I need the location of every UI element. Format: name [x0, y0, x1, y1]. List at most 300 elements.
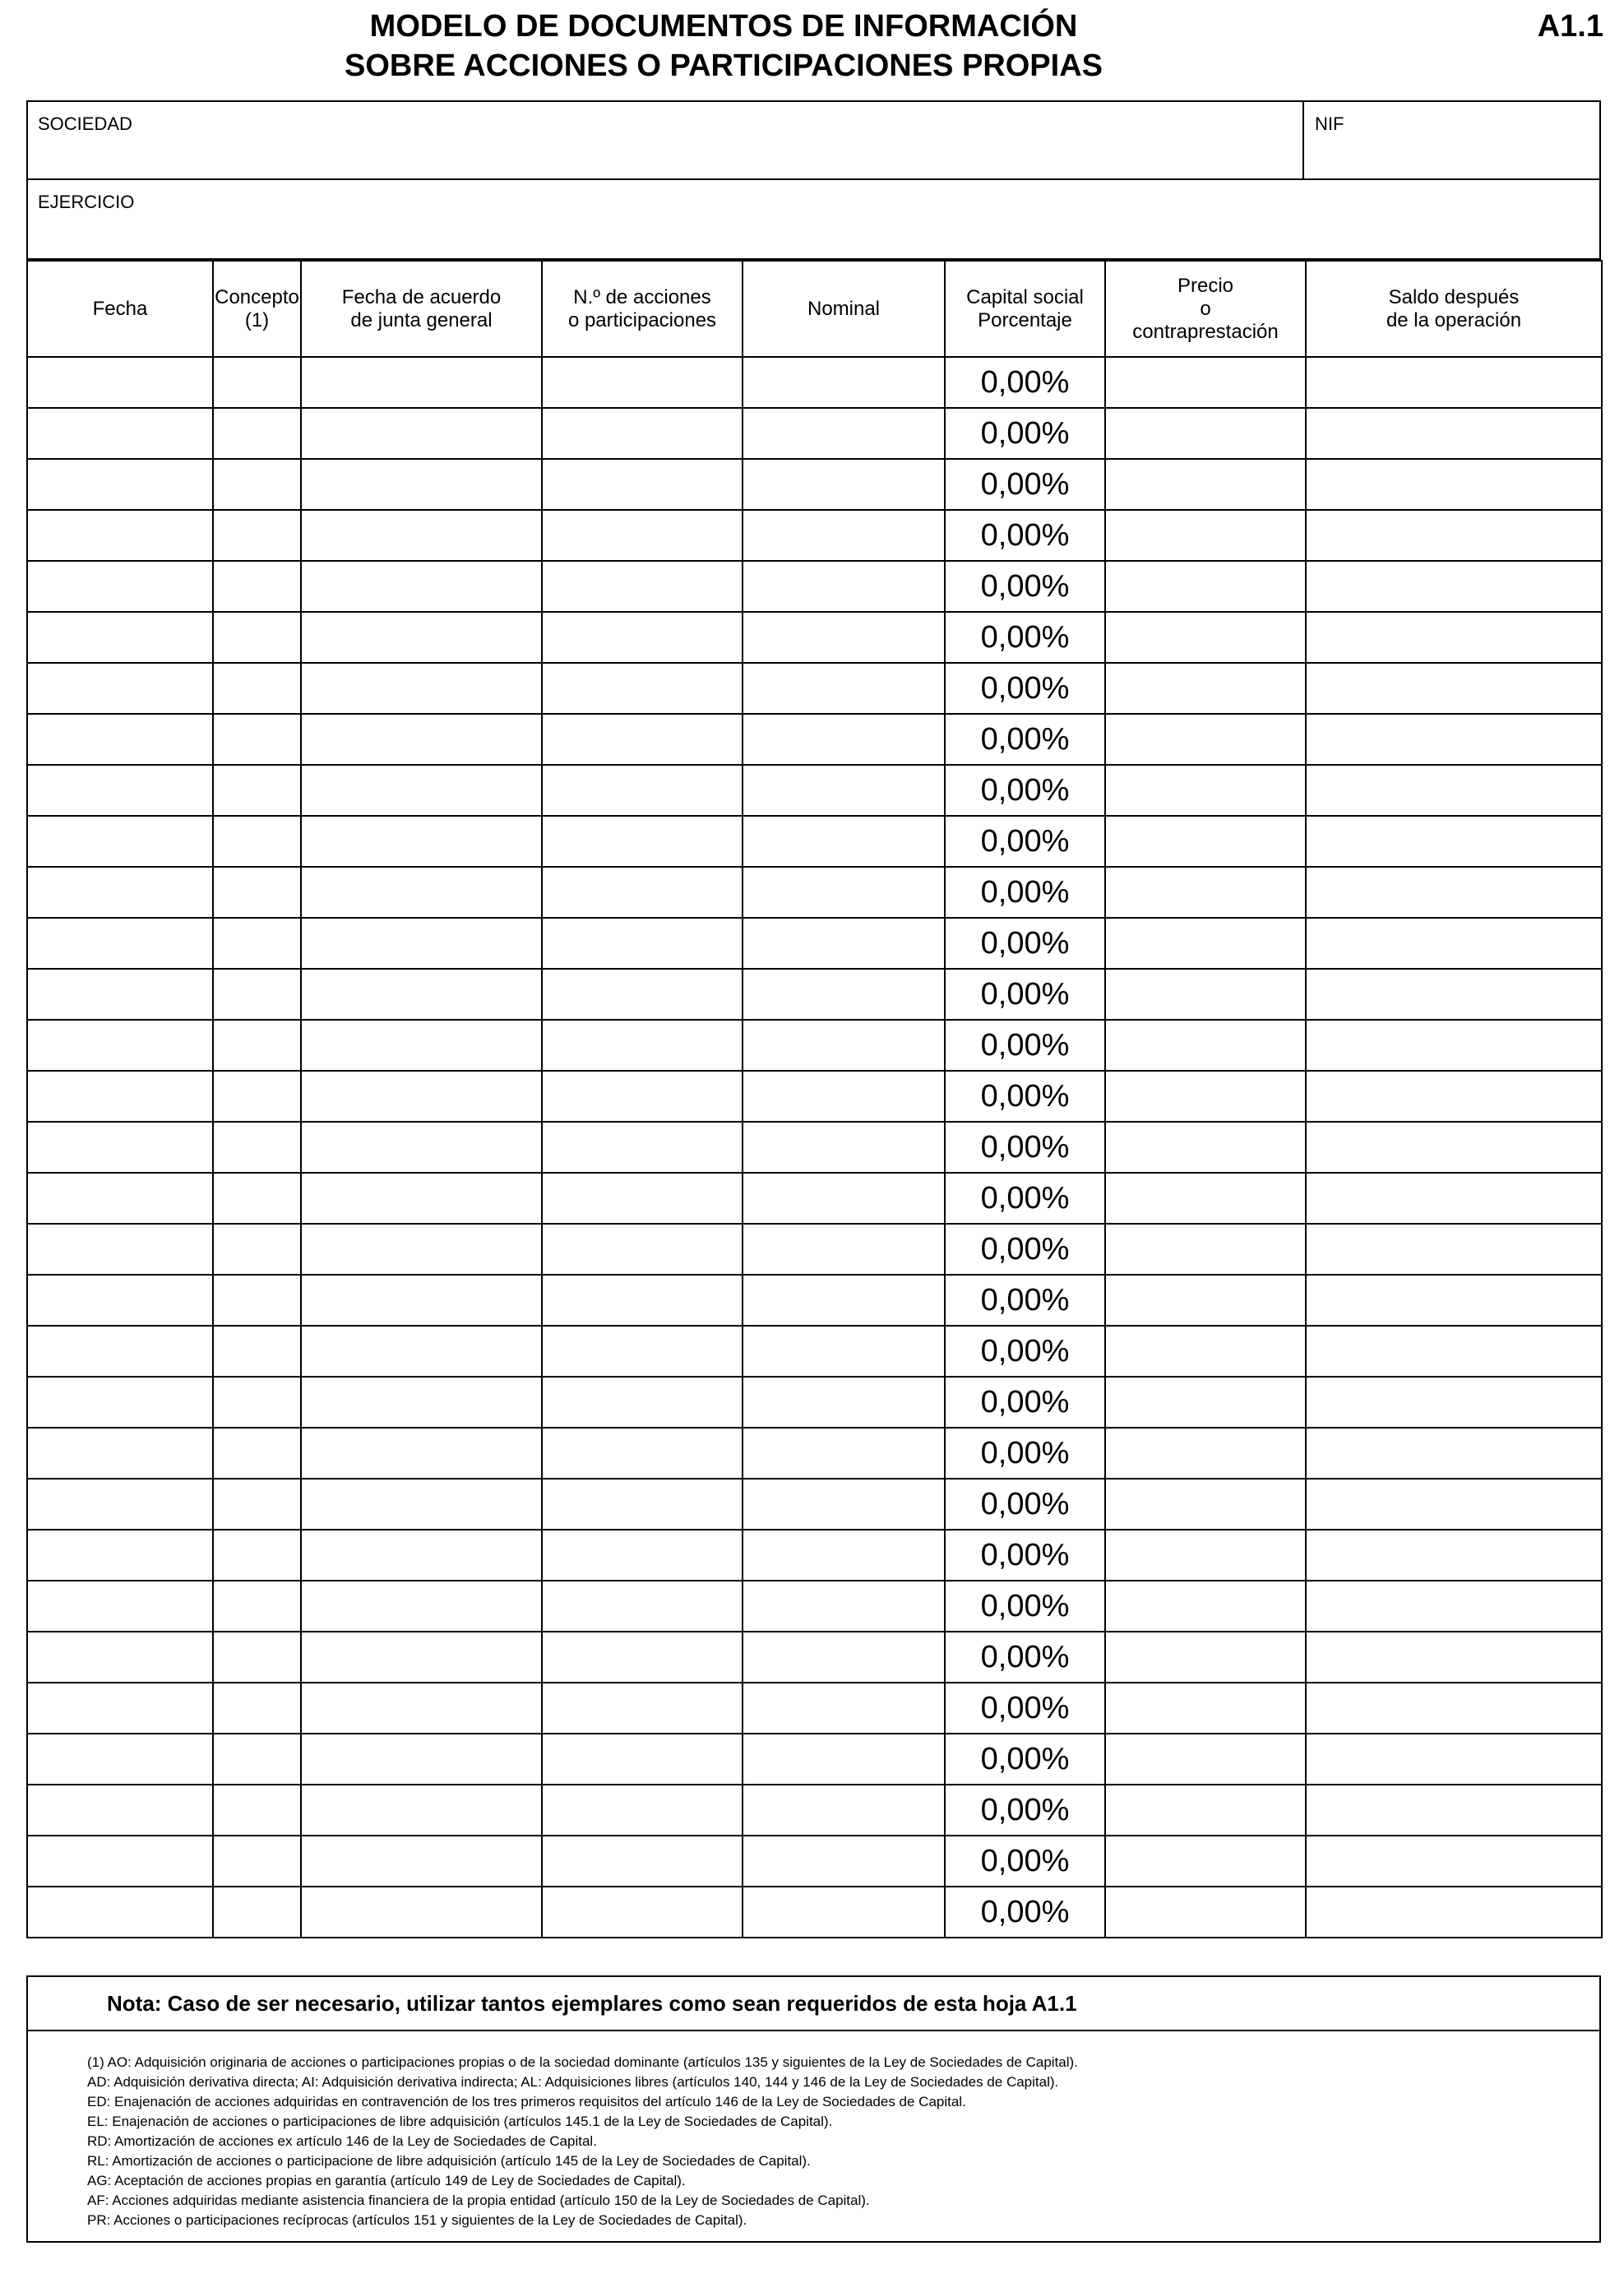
table-cell[interactable]	[1105, 1377, 1306, 1428]
table-cell[interactable]	[213, 969, 301, 1020]
table-cell[interactable]	[213, 1785, 301, 1836]
table-cell[interactable]	[743, 765, 945, 816]
table-cell[interactable]	[27, 1632, 213, 1683]
table-cell[interactable]	[1105, 1734, 1306, 1785]
table-row	[27, 1836, 1602, 1887]
table-cell[interactable]	[1306, 459, 1602, 510]
table-cell[interactable]	[1105, 459, 1306, 510]
table-cell[interactable]	[27, 1020, 213, 1071]
table-cell[interactable]	[1306, 1326, 1602, 1377]
table-cell[interactable]	[301, 1836, 542, 1887]
percentage-cell[interactable]: 0,00%	[945, 918, 1105, 969]
table-cell[interactable]	[27, 459, 213, 510]
table-cell[interactable]	[743, 1173, 945, 1224]
table-row	[27, 1071, 1602, 1122]
table-cell[interactable]	[542, 1326, 743, 1377]
table-cell[interactable]	[213, 918, 301, 969]
footnotes	[28, 2031, 1599, 2230]
ejercicio-row[interactable]	[26, 180, 1601, 260]
percentage-cell[interactable]: 0,00%	[945, 1734, 1105, 1785]
percentage-cell[interactable]: 0,00%	[945, 816, 1105, 867]
table-cell[interactable]	[213, 561, 301, 612]
table-cell[interactable]	[301, 510, 542, 561]
form-code: A1.1	[1537, 9, 1603, 44]
table-cell[interactable]	[743, 1581, 945, 1632]
table-cell[interactable]	[27, 816, 213, 867]
table-cell[interactable]	[1306, 1734, 1602, 1785]
table-row	[27, 1632, 1602, 1683]
table-cell[interactable]	[27, 408, 213, 459]
footnote-line: EL: Enajenación de acciones o participaciones de libre adquisición (artículos 145.1 de la Ley de Sociedades de Capital).	[87, 2114, 833, 2129]
table-cell[interactable]	[743, 1224, 945, 1275]
table-cell[interactable]	[213, 1275, 301, 1326]
table-cell[interactable]	[213, 459, 301, 510]
table-cell[interactable]	[1306, 867, 1602, 918]
percentage-cell[interactable]: 0,00%	[945, 1428, 1105, 1479]
table-cell[interactable]	[301, 1632, 542, 1683]
table-cell[interactable]	[1306, 1377, 1602, 1428]
table-cell[interactable]	[213, 408, 301, 459]
table-row	[27, 867, 1602, 918]
table-cell[interactable]	[542, 1836, 743, 1887]
form-grid	[26, 100, 1601, 1938]
table-cell[interactable]	[1306, 357, 1602, 408]
table-row	[27, 561, 1602, 612]
table-cell[interactable]	[27, 357, 213, 408]
table-cell[interactable]	[743, 1530, 945, 1581]
table-cell[interactable]	[542, 765, 743, 816]
table-row	[27, 1020, 1602, 1071]
table-cell[interactable]	[301, 1887, 542, 1938]
table-cell[interactable]	[27, 969, 213, 1020]
table-cell[interactable]	[1105, 1479, 1306, 1530]
table-cell[interactable]	[301, 1020, 542, 1071]
table-cell[interactable]	[301, 1785, 542, 1836]
table-cell[interactable]	[743, 1632, 945, 1683]
table-cell[interactable]	[542, 1122, 743, 1173]
table-cell[interactable]	[1306, 408, 1602, 459]
table-cell[interactable]	[301, 1479, 542, 1530]
table-cell[interactable]	[542, 1683, 743, 1734]
table-cell[interactable]	[542, 1071, 743, 1122]
footnote-line: ED: Enajenación de acciones adquiridas en contravención de los tres primeros requisitos del artículo 146 de la Ley de Sociedades de Capital.	[87, 2094, 966, 2109]
table-cell[interactable]	[27, 1377, 213, 1428]
percentage-cell[interactable]: 0,00%	[945, 1632, 1105, 1683]
table-row	[27, 1122, 1602, 1173]
table-cell[interactable]	[1306, 1530, 1602, 1581]
table-cell[interactable]	[542, 1632, 743, 1683]
table-cell[interactable]	[1105, 1020, 1306, 1071]
percentage-cell[interactable]: 0,00%	[945, 765, 1105, 816]
table-cell[interactable]	[542, 1020, 743, 1071]
table-cell[interactable]	[27, 1836, 213, 1887]
table-cell[interactable]	[213, 1530, 301, 1581]
table-cell[interactable]	[743, 1887, 945, 1938]
percentage-cell[interactable]: 0,00%	[945, 1581, 1105, 1632]
percentage-cell[interactable]: 0,00%	[945, 1887, 1105, 1938]
table-cell[interactable]	[213, 1887, 301, 1938]
table-cell[interactable]	[213, 1173, 301, 1224]
table-header-row	[27, 261, 1602, 357]
table-cell[interactable]	[1105, 918, 1306, 969]
percentage-cell[interactable]: 0,00%	[945, 1785, 1105, 1836]
table-cell[interactable]	[1105, 510, 1306, 561]
column-header-text: de junta general	[350, 308, 493, 331]
table-cell[interactable]	[301, 1581, 542, 1632]
table-cell[interactable]	[213, 612, 301, 663]
table-cell[interactable]	[301, 1326, 542, 1377]
ejercicio-label: EJERCICIO	[38, 192, 135, 212]
table-cell[interactable]	[1105, 408, 1306, 459]
table-cell[interactable]	[27, 1071, 213, 1122]
table-cell[interactable]	[542, 510, 743, 561]
table-cell[interactable]	[301, 561, 542, 612]
table-cell[interactable]	[743, 1734, 945, 1785]
table-cell[interactable]	[27, 1479, 213, 1530]
table-cell[interactable]	[743, 1071, 945, 1122]
table-cell[interactable]	[213, 867, 301, 918]
table-cell[interactable]	[213, 1581, 301, 1632]
table-cell[interactable]	[1306, 765, 1602, 816]
table-cell[interactable]	[27, 510, 213, 561]
percentage-cell[interactable]: 0,00%	[945, 1479, 1105, 1530]
table-cell[interactable]	[743, 459, 945, 510]
table-cell[interactable]	[301, 357, 542, 408]
table-cell[interactable]	[27, 663, 213, 714]
percentage-cell[interactable]: 0,00%	[945, 714, 1105, 765]
percentage-cell[interactable]: 0,00%	[945, 459, 1105, 510]
table-row	[27, 1683, 1602, 1734]
table-cell[interactable]	[542, 1734, 743, 1785]
table-cell[interactable]	[542, 969, 743, 1020]
table-cell[interactable]	[743, 510, 945, 561]
table-cell[interactable]	[542, 1428, 743, 1479]
table-cell[interactable]	[1306, 1785, 1602, 1836]
percentage-cell[interactable]: 0,00%	[945, 1530, 1105, 1581]
table-row	[27, 1479, 1602, 1530]
table-cell[interactable]	[1306, 816, 1602, 867]
percentage-cell[interactable]: 0,00%	[945, 612, 1105, 663]
table-cell[interactable]	[213, 1836, 301, 1887]
table-cell[interactable]	[542, 459, 743, 510]
table-cell[interactable]	[743, 663, 945, 714]
footnote-line: AF: Acciones adquiridas mediante asistencia financiera de la propia entidad (artículo 150 de la Ley de Sociedades de Capital).	[87, 2193, 870, 2208]
table-cell[interactable]	[1105, 1275, 1306, 1326]
table-cell[interactable]	[743, 561, 945, 612]
table-cell[interactable]	[27, 561, 213, 612]
table-cell[interactable]	[542, 561, 743, 612]
table-row	[27, 765, 1602, 816]
table-cell[interactable]	[213, 510, 301, 561]
table-cell[interactable]	[1105, 1326, 1306, 1377]
percentage-cell[interactable]: 0,00%	[945, 561, 1105, 612]
table-body	[27, 357, 1602, 1938]
table-cell[interactable]	[542, 1530, 743, 1581]
table-cell[interactable]	[213, 1071, 301, 1122]
percentage-cell[interactable]: 0,00%	[945, 357, 1105, 408]
table-cell[interactable]	[743, 867, 945, 918]
table-cell[interactable]	[743, 918, 945, 969]
table-cell[interactable]	[1105, 612, 1306, 663]
table-cell[interactable]	[743, 969, 945, 1020]
column-header-text: o	[1200, 297, 1211, 320]
column-header-3	[542, 261, 743, 357]
table-cell[interactable]	[213, 1428, 301, 1479]
table-cell[interactable]	[542, 1887, 743, 1938]
table-cell[interactable]	[743, 1836, 945, 1887]
table-cell[interactable]	[542, 714, 743, 765]
percentage-cell[interactable]: 0,00%	[945, 1071, 1105, 1122]
table-cell[interactable]	[27, 1275, 213, 1326]
table-cell[interactable]	[1105, 765, 1306, 816]
table-cell[interactable]	[301, 408, 542, 459]
table-cell[interactable]	[1105, 1173, 1306, 1224]
table-cell[interactable]	[213, 1632, 301, 1683]
table-cell[interactable]	[213, 1479, 301, 1530]
percentage-cell[interactable]: 0,00%	[945, 1326, 1105, 1377]
table-cell[interactable]	[301, 1071, 542, 1122]
table-cell[interactable]	[213, 1734, 301, 1785]
table-cell[interactable]	[542, 408, 743, 459]
table-cell[interactable]	[1306, 1071, 1602, 1122]
table-cell[interactable]	[1105, 1632, 1306, 1683]
table-cell[interactable]	[542, 1224, 743, 1275]
table-cell[interactable]	[542, 1173, 743, 1224]
table-cell[interactable]	[1306, 561, 1602, 612]
table-cell[interactable]	[213, 1020, 301, 1071]
sociedad-row[interactable]	[26, 100, 1601, 180]
table-cell[interactable]	[1306, 969, 1602, 1020]
table-cell[interactable]	[1306, 714, 1602, 765]
table-row	[27, 357, 1602, 408]
table-cell[interactable]	[27, 1326, 213, 1377]
table-cell[interactable]	[1105, 1683, 1306, 1734]
table-cell[interactable]	[301, 867, 542, 918]
table-cell[interactable]	[1306, 1479, 1602, 1530]
table-cell[interactable]	[213, 1224, 301, 1275]
table-cell[interactable]	[1306, 1632, 1602, 1683]
table-cell[interactable]	[1105, 1581, 1306, 1632]
table-cell[interactable]	[1105, 663, 1306, 714]
table-cell[interactable]	[1306, 510, 1602, 561]
table-cell[interactable]	[743, 816, 945, 867]
column-header-2	[301, 261, 542, 357]
column-header-text: Capital social	[966, 285, 1084, 308]
table-cell[interactable]	[213, 1377, 301, 1428]
table-cell[interactable]	[301, 612, 542, 663]
table-cell[interactable]	[27, 1581, 213, 1632]
column-header-0	[27, 261, 213, 357]
column-header-5	[945, 261, 1105, 357]
table-cell[interactable]	[301, 765, 542, 816]
table-cell[interactable]	[743, 1275, 945, 1326]
table-cell[interactable]	[542, 612, 743, 663]
table-cell[interactable]	[27, 1122, 213, 1173]
table-cell[interactable]	[1105, 561, 1306, 612]
percentage-cell[interactable]: 0,00%	[945, 969, 1105, 1020]
table-cell[interactable]	[743, 1122, 945, 1173]
table-cell[interactable]	[301, 1173, 542, 1224]
table-cell[interactable]	[301, 1428, 542, 1479]
percentage-cell[interactable]: 0,00%	[945, 408, 1105, 459]
table-cell[interactable]	[1306, 1020, 1602, 1071]
table-row	[27, 663, 1602, 714]
table-cell[interactable]	[542, 357, 743, 408]
table-cell[interactable]	[1306, 918, 1602, 969]
table-cell[interactable]	[27, 867, 213, 918]
table-cell[interactable]	[743, 357, 945, 408]
table-cell[interactable]	[27, 612, 213, 663]
table-cell[interactable]	[27, 1887, 213, 1938]
table-cell[interactable]	[743, 1785, 945, 1836]
table-cell[interactable]	[213, 1122, 301, 1173]
table-cell[interactable]	[542, 816, 743, 867]
table-cell[interactable]	[542, 1479, 743, 1530]
table-cell[interactable]	[301, 1224, 542, 1275]
column-header-4	[743, 261, 945, 357]
table-cell[interactable]	[1306, 1887, 1602, 1938]
table-cell[interactable]	[1105, 714, 1306, 765]
table-cell[interactable]	[213, 816, 301, 867]
percentage-cell[interactable]: 0,00%	[945, 1122, 1105, 1173]
percentage-cell[interactable]: 0,00%	[945, 1224, 1105, 1275]
table-cell[interactable]	[301, 1734, 542, 1785]
table-cell[interactable]	[1306, 1836, 1602, 1887]
table-row	[27, 1326, 1602, 1377]
table-row	[27, 510, 1602, 561]
table-cell[interactable]	[27, 1428, 213, 1479]
table-cell[interactable]	[743, 1326, 945, 1377]
table-cell[interactable]	[1105, 1785, 1306, 1836]
percentage-cell[interactable]: 0,00%	[945, 510, 1105, 561]
table-cell[interactable]	[1306, 1122, 1602, 1173]
table-cell[interactable]	[27, 1173, 213, 1224]
table-cell[interactable]	[27, 918, 213, 969]
percentage-cell[interactable]: 0,00%	[945, 1836, 1105, 1887]
table-cell[interactable]	[542, 1581, 743, 1632]
table-cell[interactable]	[1306, 1428, 1602, 1479]
table-cell[interactable]	[213, 714, 301, 765]
table-cell[interactable]	[743, 408, 945, 459]
column-header-text: o participaciones	[567, 308, 717, 331]
table-cell[interactable]	[1105, 867, 1306, 918]
table-cell[interactable]	[301, 969, 542, 1020]
table-row	[27, 408, 1602, 459]
table-cell[interactable]	[1105, 969, 1306, 1020]
table-row	[27, 1581, 1602, 1632]
table-cell[interactable]	[1105, 816, 1306, 867]
table-cell[interactable]	[1306, 1275, 1602, 1326]
table-cell[interactable]	[1306, 1683, 1602, 1734]
column-header-text: Concepto	[215, 285, 299, 308]
table-cell[interactable]	[213, 357, 301, 408]
table-cell[interactable]	[743, 1683, 945, 1734]
table-cell[interactable]	[213, 1326, 301, 1377]
table-cell[interactable]	[743, 1377, 945, 1428]
note-title: Nota: Caso de ser necesario, utilizar tantos ejemplares como sean requeridos de esta hoja A1.1	[28, 1977, 1599, 2031]
table-cell[interactable]	[301, 816, 542, 867]
table-cell[interactable]	[27, 1683, 213, 1734]
table-cell[interactable]	[27, 1224, 213, 1275]
table-cell[interactable]	[1306, 1581, 1602, 1632]
column-header-6	[1105, 261, 1306, 357]
percentage-cell[interactable]: 0,00%	[945, 1683, 1105, 1734]
table-cell[interactable]	[542, 867, 743, 918]
table-cell[interactable]	[301, 1122, 542, 1173]
table-cell[interactable]	[743, 612, 945, 663]
table-row	[27, 918, 1602, 969]
table-cell[interactable]	[743, 1020, 945, 1071]
column-header-text: contraprestación	[1132, 320, 1279, 343]
percentage-cell[interactable]: 0,00%	[945, 867, 1105, 918]
table-cell[interactable]	[213, 663, 301, 714]
column-header-text: Fecha	[92, 297, 148, 320]
table-cell[interactable]	[743, 1428, 945, 1479]
table-cell[interactable]	[213, 1683, 301, 1734]
table-cell[interactable]	[27, 1785, 213, 1836]
percentage-cell[interactable]: 0,00%	[945, 663, 1105, 714]
table-cell[interactable]	[301, 1530, 542, 1581]
table-cell[interactable]	[301, 1683, 542, 1734]
table-cell[interactable]	[1105, 1887, 1306, 1938]
table-cell[interactable]	[301, 663, 542, 714]
table-cell[interactable]	[27, 1734, 213, 1785]
table-cell[interactable]	[1105, 1122, 1306, 1173]
table-cell[interactable]	[1306, 1224, 1602, 1275]
table-cell[interactable]	[1105, 1224, 1306, 1275]
column-header-text: Porcentaje	[978, 308, 1072, 331]
table-cell[interactable]	[301, 1377, 542, 1428]
table-cell[interactable]	[301, 918, 542, 969]
table-cell[interactable]	[1306, 663, 1602, 714]
table-cell[interactable]	[1105, 1530, 1306, 1581]
percentage-cell[interactable]: 0,00%	[945, 1173, 1105, 1224]
table-cell[interactable]	[301, 459, 542, 510]
table-cell[interactable]	[542, 663, 743, 714]
table-cell[interactable]	[213, 765, 301, 816]
table-cell[interactable]	[542, 1377, 743, 1428]
table-cell[interactable]	[1306, 1173, 1602, 1224]
table-cell[interactable]	[542, 1275, 743, 1326]
table-row	[27, 1275, 1602, 1326]
table-row	[27, 1887, 1602, 1938]
table-cell[interactable]	[1306, 612, 1602, 663]
table-cell[interactable]	[301, 1275, 542, 1326]
table-row	[27, 612, 1602, 663]
table-cell[interactable]	[542, 1785, 743, 1836]
table-cell[interactable]	[1105, 1071, 1306, 1122]
table-cell[interactable]	[743, 1479, 945, 1530]
table-row	[27, 1428, 1602, 1479]
percentage-cell[interactable]: 0,00%	[945, 1377, 1105, 1428]
table-cell[interactable]	[27, 1530, 213, 1581]
table-cell[interactable]	[27, 765, 213, 816]
column-header-text: Precio	[1177, 274, 1234, 297]
table-row	[27, 816, 1602, 867]
table-cell[interactable]	[27, 714, 213, 765]
operations-table	[26, 260, 1603, 1938]
table-cell[interactable]	[301, 714, 542, 765]
table-row	[27, 1734, 1602, 1785]
table-cell[interactable]	[743, 714, 945, 765]
table-cell[interactable]	[1105, 1428, 1306, 1479]
table-cell[interactable]	[1105, 357, 1306, 408]
table-cell[interactable]	[542, 918, 743, 969]
percentage-cell[interactable]: 0,00%	[945, 1020, 1105, 1071]
table-cell[interactable]	[1105, 1836, 1306, 1887]
document-title	[312, 7, 1135, 86]
percentage-cell[interactable]: 0,00%	[945, 1275, 1105, 1326]
